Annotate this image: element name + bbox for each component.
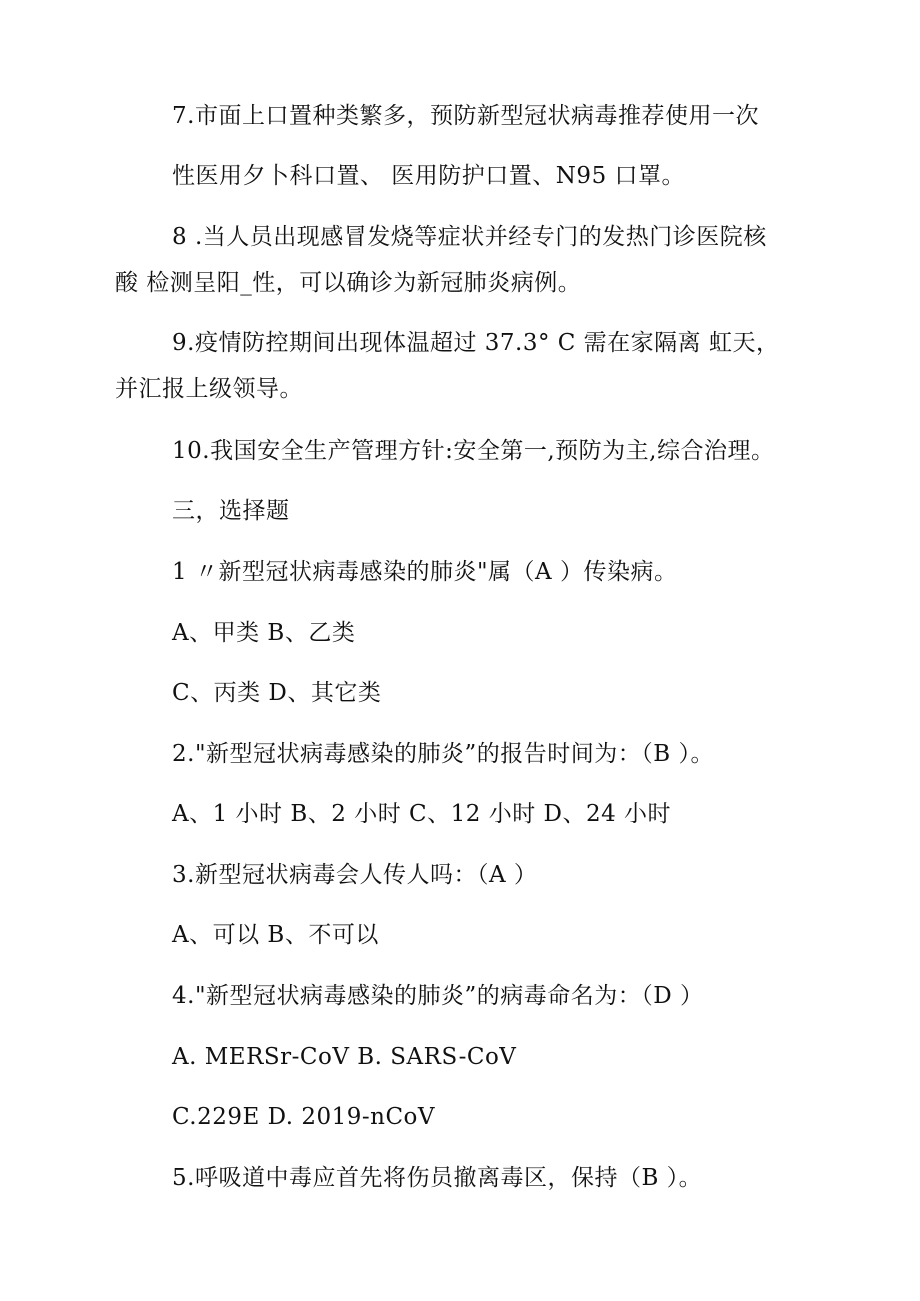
question-2-options-1: A、1 小时 B、2 小时 C、12 小时 D、24 小时 [172,801,672,827]
question-5: 5.呼吸道中毒应首先将伤员撤离毒区，保持（B ）。 [172,1165,703,1191]
item-8-line-1: 8 .当人员出现感冒发烧等症状并经专门的发热门诊医院核 [172,224,767,250]
question-1-options-1: A、甲类 B、乙类 [172,620,356,646]
item-10-line-1: 10.我国安全生产管理方针:安全第一,预防为主,综合治理。 [172,438,775,464]
question-4: 4."新型冠状病毒感染的肺炎”的病毒命名为：（D ） [172,983,704,1009]
section-heading: 三，选择题 [172,498,290,524]
item-8-line-2: 酸 检测呈阳_性，可以确诊为新冠肺炎病例。 [115,270,582,296]
question-1: 1 〃新型冠状病毒感染的肺炎"属（A ）传染病。 [172,559,678,585]
question-4-options-1: A. MERSr-CoV B. SARS-CoV [172,1044,517,1070]
item-7-line-1: 7.市面上口置种类繁多，预防新型冠状病毒推荐使用一次 [172,103,759,129]
question-3: 3.新型冠状病毒会人传人吗：（A ） [172,862,538,888]
question-3-options-1: A、可以 B、不可以 [172,922,379,948]
question-4-options-2: C.229E D. 2019-nCoV [172,1104,436,1130]
question-1-options-2: C、丙类 D、其它类 [172,680,382,706]
item-9-line-2: 并汇报上级领导。 [115,376,303,402]
item-9-line-1: 9.疫情防控期间出现体温超过 37.3° C 需在家隔离 虹天， [172,330,780,356]
item-7-line-2: 性医用夕卜科口置、 医用防护口置、N95 口罩。 [172,163,686,189]
question-2: 2."新型冠状病毒感染的肺炎”的报告时间为：（B ）。 [172,741,714,767]
